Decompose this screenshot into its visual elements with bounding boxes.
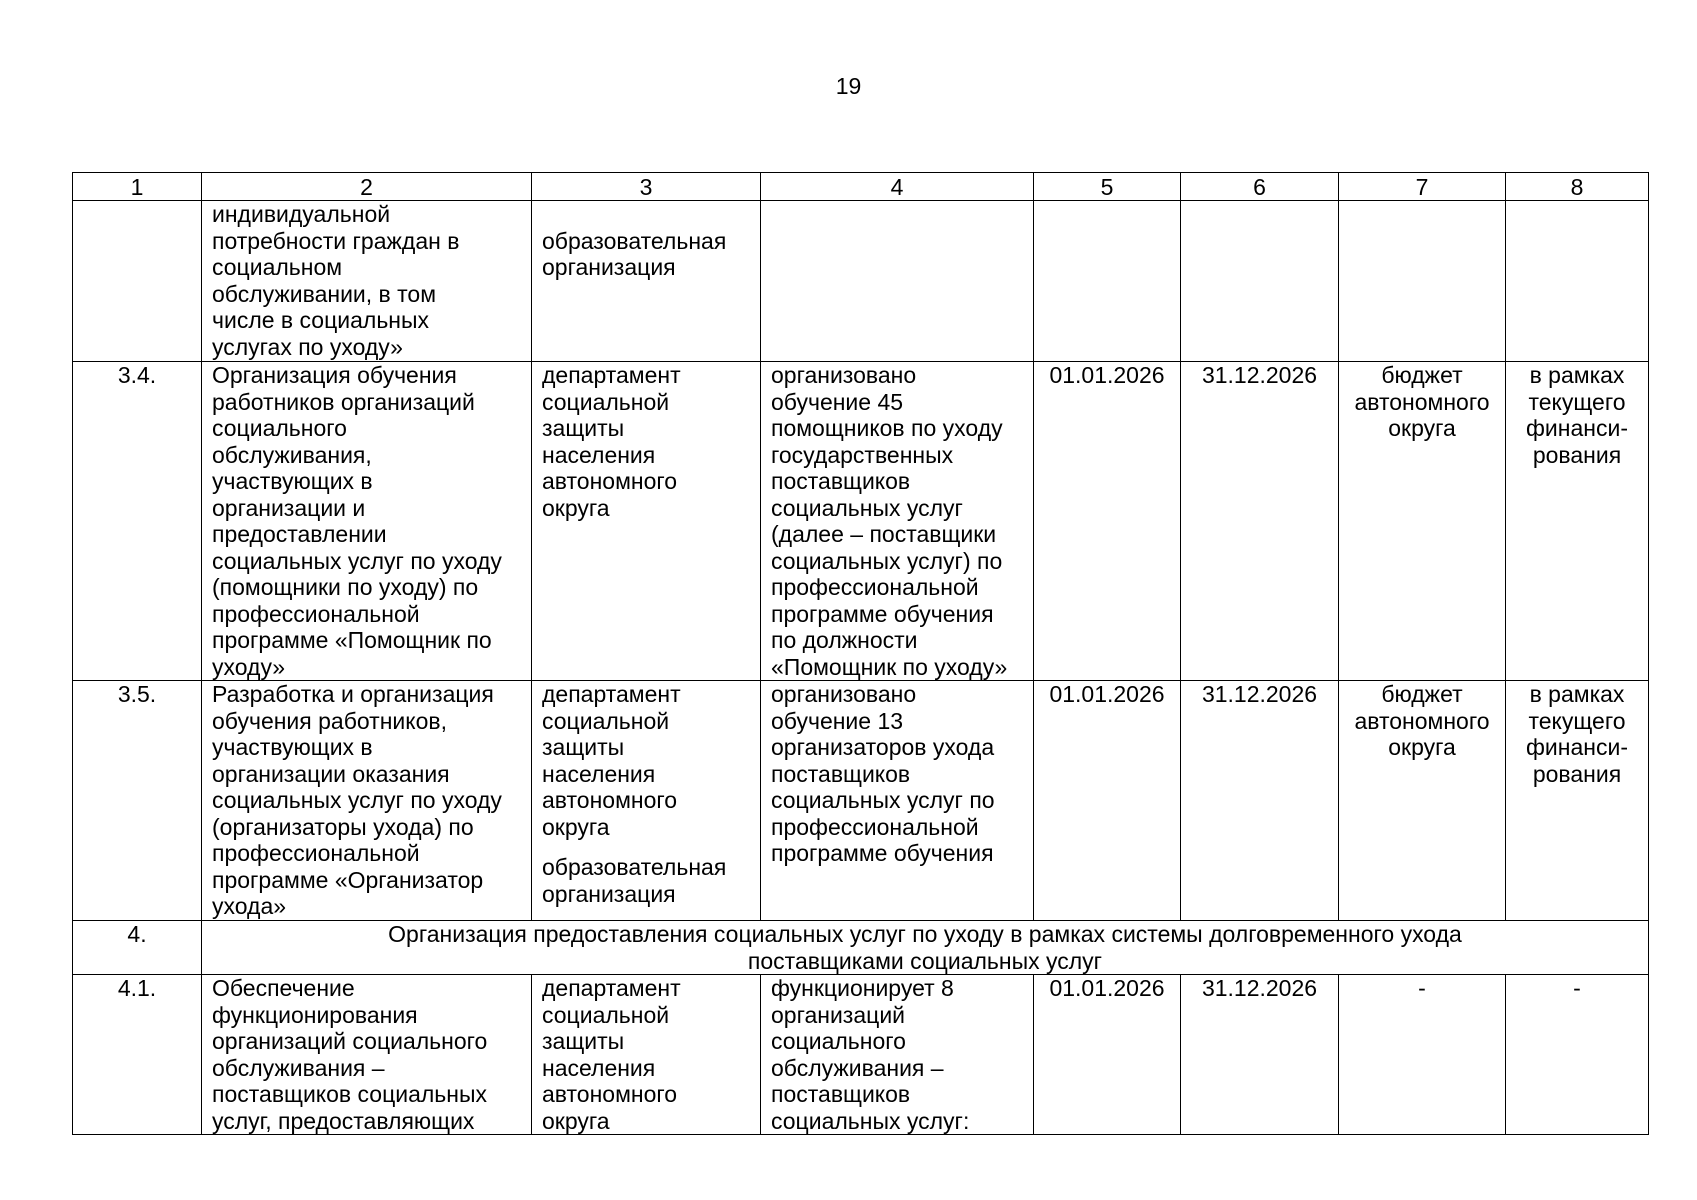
header-cell-2: 2 bbox=[202, 173, 532, 201]
section-title: Организация предоставления социальных услуг по уходу в рамках системы долговременного ухода поставщиками социальных услуг bbox=[202, 921, 1649, 975]
table-row-3-4 bbox=[73, 362, 1649, 681]
executor-gap bbox=[542, 840, 750, 854]
header-cell-8: 8 bbox=[1506, 173, 1649, 201]
measure-name: Разработка и организация обучения работников, участвующих в организации оказания социальных услуг по уходу (организаторы ухода) по профессиональной программе «Организатор ухода» bbox=[202, 681, 532, 921]
measure-name: Организация обучения работников организаций социального обслуживания, участвующих в организации и предоставлении социальных услуг по уходу (помощники по уходу) по профессиональной программе «Помощник по уходу» bbox=[202, 362, 532, 681]
start-date: 01.01.2026 bbox=[1034, 681, 1181, 921]
cont-end-cell bbox=[1181, 201, 1339, 362]
table-header-row bbox=[73, 173, 1649, 201]
executor: департамент социальной защиты населения автономного округа bbox=[532, 362, 761, 681]
executor: департамент социальной защиты населения автономного округа bbox=[532, 975, 761, 1135]
header-cell-4: 4 bbox=[761, 173, 1034, 201]
result: организовано обучение 45 помощников по уходу государственных поставщиков социальных услуг (далее – поставщики социальных услуг) по профессиональной программе обучения по должности «Помощник по уходу» bbox=[761, 362, 1034, 681]
cont-amount-cell bbox=[1506, 201, 1649, 362]
start-date: 01.01.2026 bbox=[1034, 362, 1181, 681]
result: функционирует 8 организаций социального обслуживания – поставщиков социальных услуг: bbox=[761, 975, 1034, 1135]
table-row-continuation bbox=[73, 201, 1649, 362]
result: организовано обучение 13 организаторов ухода поставщиков социальных услуг по профессиональной программе обучения bbox=[761, 681, 1034, 921]
section-number: 4. bbox=[73, 921, 202, 975]
funding-source: бюджет автономного округа bbox=[1339, 681, 1506, 921]
end-date: 31.12.2026 bbox=[1181, 681, 1339, 921]
funding-amount: в рамках текущего финанси- рования bbox=[1506, 681, 1649, 921]
executor-cell bbox=[532, 681, 761, 921]
header-cell-6: 6 bbox=[1181, 173, 1339, 201]
cont-start-cell bbox=[1034, 201, 1181, 362]
cont-executor-cell: образовательная организация bbox=[532, 201, 761, 362]
end-date: 31.12.2026 bbox=[1181, 362, 1339, 681]
measure-name: Обеспечение функционирования организаций социального обслуживания – поставщиков социальных услуг, предоставляющих bbox=[202, 975, 532, 1135]
header-cell-3: 3 bbox=[532, 173, 761, 201]
table-row-4-1 bbox=[73, 975, 1649, 1135]
cont-name-cell: индивидуальной потребности граждан в социальном обслуживании, в том числе в социальных услугах по уходу» bbox=[202, 201, 532, 362]
start-date: 01.01.2026 bbox=[1034, 975, 1181, 1135]
cont-source-cell bbox=[1339, 201, 1506, 362]
row-number: 4.1. bbox=[73, 975, 202, 1135]
header-cell-1: 1 bbox=[73, 173, 202, 201]
row-number: 3.4. bbox=[73, 362, 202, 681]
executor-secondary: образовательная организация bbox=[542, 854, 727, 907]
table-row-4-section bbox=[73, 921, 1649, 975]
funding-source: - bbox=[1339, 975, 1506, 1135]
funding-amount: - bbox=[1506, 975, 1649, 1135]
page-number: 19 bbox=[835, 73, 862, 99]
cont-result-cell bbox=[761, 201, 1034, 362]
end-date: 31.12.2026 bbox=[1181, 975, 1339, 1135]
measures-table bbox=[72, 172, 1649, 1135]
cont-num-cell bbox=[73, 201, 202, 362]
funding-source: бюджет автономного округа bbox=[1339, 362, 1506, 681]
row-number: 3.5. bbox=[73, 681, 202, 921]
funding-amount: в рамках текущего финанси- рования bbox=[1506, 362, 1649, 681]
executor: департамент социальной защиты населения автономного округа bbox=[542, 681, 681, 840]
table-row-3-5 bbox=[73, 681, 1649, 921]
header-cell-5: 5 bbox=[1034, 173, 1181, 201]
header-cell-7: 7 bbox=[1339, 173, 1506, 201]
